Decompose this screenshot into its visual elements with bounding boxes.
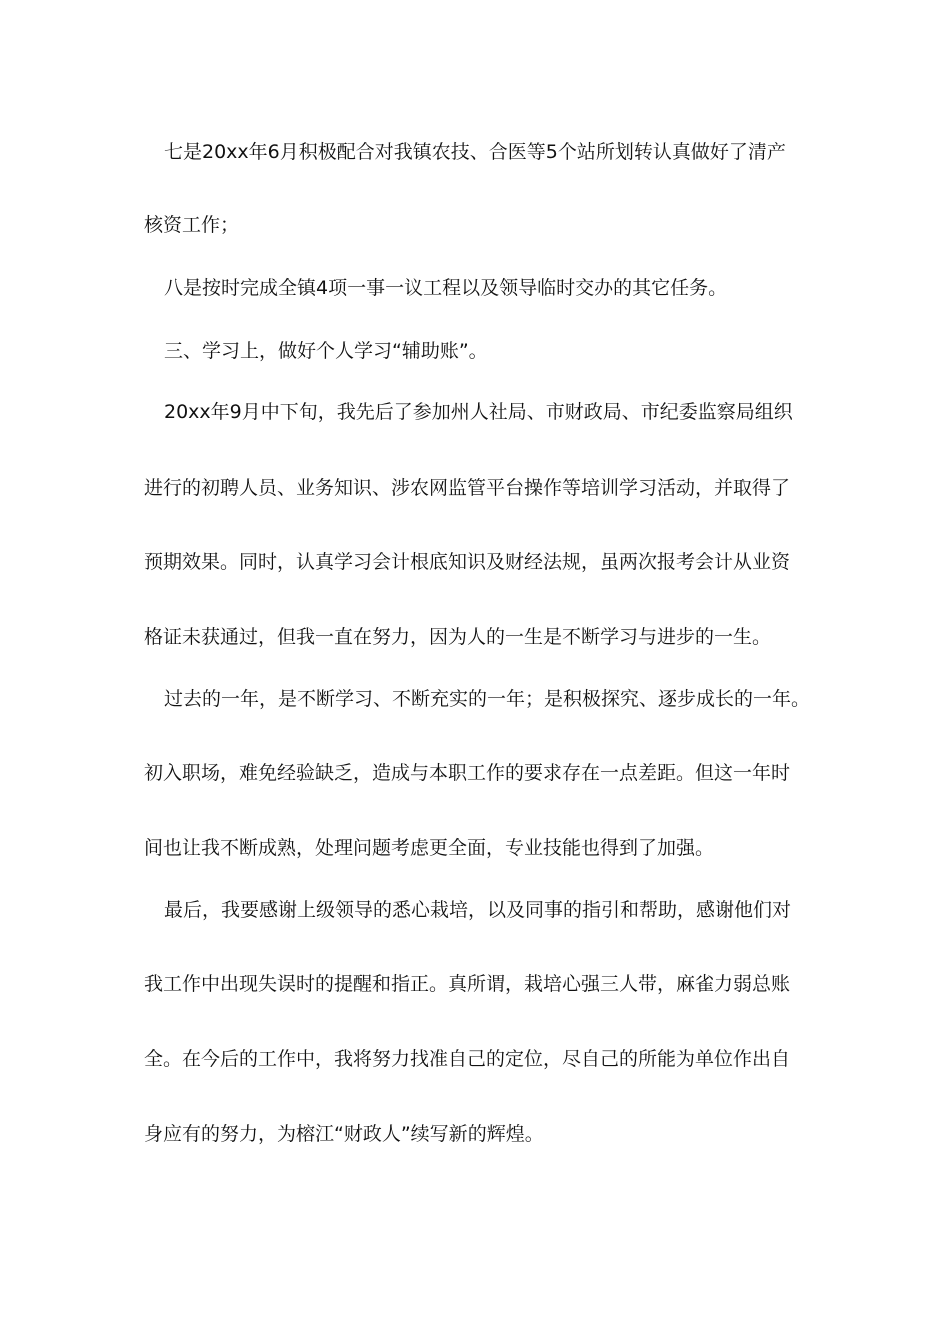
text-line: 核资工作；: [144, 214, 240, 236]
text-line: 格证未获通过，但我一直在努力，因为人的一生是不断学习与进步的一生。: [144, 626, 772, 648]
text-line: 进行的初聘人员、业务知识、涉农网监管平台操作等培训学习活动，并取得了: [144, 477, 791, 499]
text-line: 预期效果。同时，认真学习会计根底知识及财经法规，虽两次报考会计从业资: [144, 551, 791, 573]
text-line: 20xx年9月中下旬，我先后了参加州人社局、市财政局、市纪委监察局组织: [164, 401, 793, 423]
text-line: 过去的一年，是不断学习、不断充实的一年；是积极探究、逐步成长的一年。: [164, 688, 811, 710]
text-line: 间也让我不断成熟，处理问题考虑更全面，专业技能也得到了加强。: [144, 837, 715, 859]
text-line: 七是20xx年6月积极配合对我镇农技、合医等5个站所划转认真做好了清产: [164, 141, 786, 163]
section-heading: 三、学习上，做好个人学习“辅助账”。: [164, 340, 488, 362]
text-line: 八是按时完成全镇4项一事一议工程以及领导临时交办的其它任务。: [164, 277, 728, 299]
text-line: 初入职场，难免经验缺乏，造成与本职工作的要求存在一点差距。但这一年时: [144, 762, 791, 784]
text-line: 身应有的努力，为榕江“财政人”续写新的辉煌。: [144, 1123, 544, 1145]
text-line: 全。在今后的工作中，我将努力找准自己的定位，尽自己的所能为单位作出自: [144, 1048, 791, 1070]
text-line: 我工作中出现失误时的提醒和指正。真所谓，栽培心强三人带，麻雀力弱总账: [144, 973, 791, 995]
text-line: 最后，我要感谢上级领导的悉心栽培，以及同事的指引和帮助，感谢他们对: [164, 899, 792, 921]
